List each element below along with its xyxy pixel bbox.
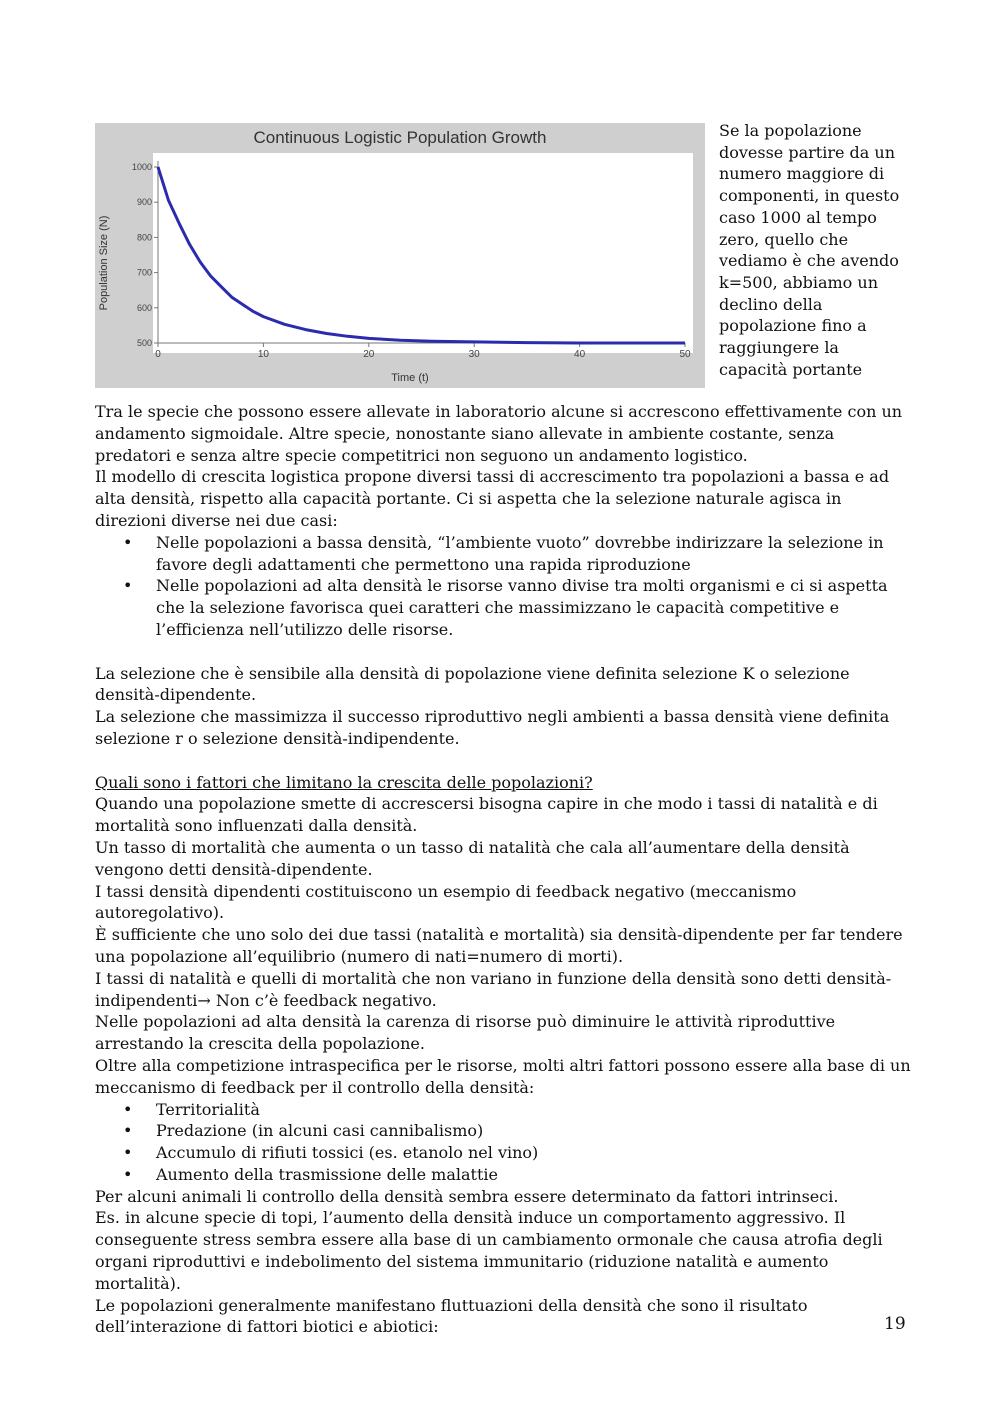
logistic-growth-figure xyxy=(95,123,705,388)
figure-caption-text xyxy=(719,120,909,380)
paragraph-12: Per alcuni animali li controllo della densità sembra essere determinato da fattori intrinseci. xyxy=(95,1186,839,1206)
x-tick-label: 0 xyxy=(155,349,161,360)
y-tick-label: 600 xyxy=(136,302,152,313)
list-item xyxy=(95,1142,915,1164)
list-item-text: Accumulo di rifiuti tossici (es. etanolo nel vino) xyxy=(156,1143,539,1163)
list-item-text: Nelle popolazioni a bassa densità, “l’ambiente vuoto” dovrebbe indirizzare la selezione in favore degli adattamenti che permettono una rapida riproduzione xyxy=(156,532,884,574)
bullet-icon: • xyxy=(123,1164,133,1184)
paragraph-1: Tra le specie che possono essere allevate in laboratorio alcune si accrescono effettivamente con un andamento sigmoidale. Altre specie, nonostante siano allevate in ambiente costante, senza predatori e senza altre specie competitrici non seguono un andamento logistico. xyxy=(95,402,903,465)
y-tick-label: 700 xyxy=(136,267,152,278)
x-tick-label: 50 xyxy=(679,349,691,360)
paragraph-11: Oltre alla competizione intraspecifica per le risorse, molti altri fattori possono essere alla base di un meccanismo di feedback per il controllo della densità: xyxy=(95,1055,911,1097)
list-item-text: Aumento della trasmissione delle malattie xyxy=(156,1164,498,1184)
paragraph-8: È sufficiente che uno solo dei due tassi (natalità e mortalità) sia densità-dipendente per far tendere una popolazione all’equilibrio (numero di nati=numero di morti). xyxy=(95,925,903,966)
chart-ylabel: Population Size (N) xyxy=(98,215,110,311)
side-paragraph: Se la popolazione dovesse partire da un numero maggiore di componenti, in questo caso 1000 al tempo zero, quello che vediamo è che avendo k=500, abbiamo un declino della popolazione fino a raggiungere la capacità portante xyxy=(719,121,900,379)
paragraph-6: Un tasso di mortalità che aumenta o un tasso di natalità che cala all’aumentare della densità vengono detti densità-dipendente. xyxy=(95,837,850,879)
paragraph-13: Es. in alcune specie di topi, l’aumento della densità induce un comportamento aggressivo. Il conseguente stress sembra essere alla base di un cambiamento ormonale che causa atrofia degli organi riproduttivi e indebolimento del sistema immunitario (riduzione natalità e aumento mortalità). xyxy=(95,1208,883,1293)
list-item xyxy=(95,575,915,640)
paragraph-9: I tassi di natalità e quelli di mortalità che non variano in funzione della densità sono detti densità-indipendenti→ Non c’è feedback negativo. xyxy=(95,968,892,1010)
bullet-list-2 xyxy=(95,1099,915,1186)
logistic-growth-chart xyxy=(95,123,705,388)
paragraph-7: I tassi densità dipendenti costituiscono un esempio di feedback negativo (meccanismo autoregolativo). xyxy=(95,881,797,923)
y-tick-label: 1000 xyxy=(131,162,152,172)
y-tick-label: 900 xyxy=(136,197,152,208)
paragraph-4: La selezione che massimizza il successo riproduttivo negli ambienti a bassa densità viene definita selezione r o selezione densità-indipendente. xyxy=(95,707,890,748)
y-tick-label: 800 xyxy=(136,232,152,243)
list-item-text: Territorialità xyxy=(156,1099,260,1119)
bullet-icon: • xyxy=(123,532,133,552)
bullet-icon: • xyxy=(123,1099,133,1119)
paragraph-3: La selezione che è sensibile alla densità di popolazione viene definita selezione K o selezione densità-dipendente. xyxy=(95,663,850,705)
spacer xyxy=(95,750,915,772)
x-tick-label: 40 xyxy=(574,349,586,360)
bullet-icon: • xyxy=(123,1121,133,1141)
x-tick-label: 10 xyxy=(257,349,269,360)
body-text xyxy=(95,401,915,1338)
chart-title: Continuous Logistic Population Growth xyxy=(253,128,547,147)
paragraph-5: Quando una popolazione smette di accrescersi bisogna capire in che modo i tassi di natalità e di mortalità sono influenzati dalla densità. xyxy=(95,794,878,836)
paragraph-14: Le popolazioni generalmente manifestano fluttuazioni della densità che sono il risultato dell’interazione di fattori biotici e abiotici: xyxy=(95,1295,808,1337)
list-item xyxy=(95,532,915,576)
x-tick-label: 20 xyxy=(363,349,375,360)
bullet-icon: • xyxy=(123,1143,133,1163)
paragraph-2: Il modello di crescita logistica propone diversi tassi di accrescimento tra popolazioni a bassa e ad alta densità, rispetto alla capacità portante. Ci si aspetta che la selezione naturale agisca in direzioni diverse nei due casi: xyxy=(95,467,890,530)
list-item xyxy=(95,1164,915,1186)
spacer xyxy=(95,641,915,663)
list-item xyxy=(95,1120,915,1142)
list-item xyxy=(95,1099,915,1121)
paragraph-10: Nelle popolazioni ad alta densità la carenza di risorse può diminuire le attività riproduttive arrestando la crescita della popolazione. xyxy=(95,1012,836,1054)
section-heading: Quali sono i fattori che limitano la crescita delle popolazioni? xyxy=(95,772,593,792)
chart-xlabel: Time (t) xyxy=(391,372,429,384)
list-item-text: Predazione (in alcuni casi cannibalismo) xyxy=(156,1121,484,1141)
bullet-list-1 xyxy=(95,532,915,641)
bullet-icon: • xyxy=(123,576,133,596)
y-tick-label: 500 xyxy=(136,338,152,348)
page-number: 19 xyxy=(884,1314,906,1334)
list-item-text: Nelle popolazioni ad alta densità le risorse vanno divise tra molti organismi e ci si aspetta che la selezione favorisca quei caratteri che massimizzano le capacità competitive e l’efficienza nell’utilizzo delle risorse. xyxy=(156,576,888,639)
x-tick-label: 30 xyxy=(468,349,480,360)
